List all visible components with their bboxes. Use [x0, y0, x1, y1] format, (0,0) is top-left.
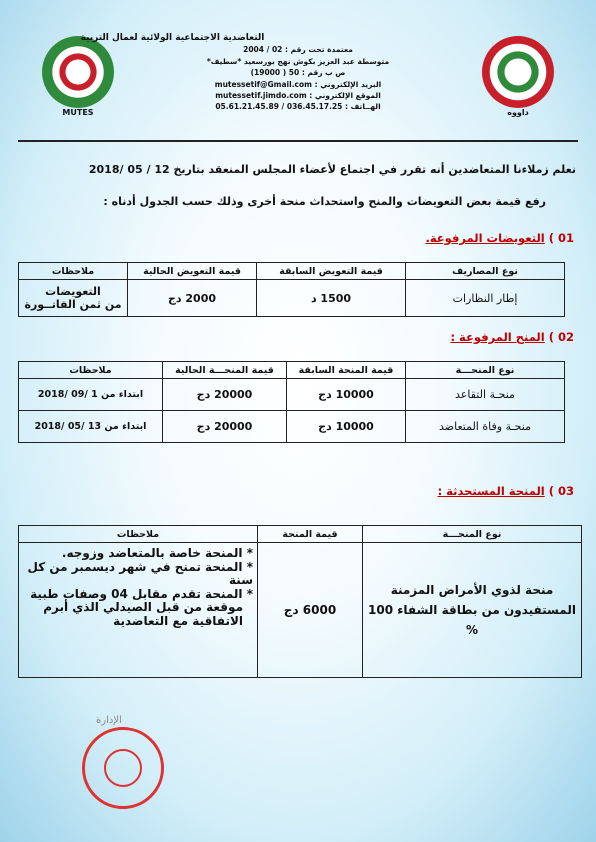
logo-right-caption: داووه [507, 108, 529, 117]
new-grant-table [18, 525, 582, 678]
table-header: قيمة التعويض الحالية [128, 263, 257, 280]
current-value: 2000 دج [128, 280, 257, 317]
table-header: نوع المنحـــة [363, 526, 582, 543]
note: ابتداء من 1 /09 /2018 [19, 379, 163, 411]
address: متوسطة عبد العزيز بكوش نهج بورسعيد *سطيف* [206, 56, 390, 66]
mutual-logo-right [482, 36, 554, 108]
phone-line: الهــاتف : 05.61.21.45.89 / 036.45.17.25 [215, 102, 381, 112]
note: التعويضات من ثمن الفاتــورة [19, 280, 128, 317]
table-row [19, 411, 565, 443]
header-divider [18, 140, 578, 142]
previous-value: 1500 د [257, 280, 406, 317]
administration-label: الإدارة [96, 715, 122, 726]
table-row [19, 379, 565, 411]
mutes-logo-left [42, 36, 114, 108]
grant-value: 6000 دج [258, 543, 363, 678]
email-line: البريد الإلكتروني : mutessetif@Gmail.com [214, 79, 382, 89]
grant-type: منحـة وفاة المتعاضد [406, 411, 565, 443]
table-header: قيمة التعويض السابقة [257, 263, 406, 280]
table-row [19, 543, 582, 678]
grant-type: منحـة التقاعد [406, 379, 565, 411]
table-header: نوع المصاريف [406, 263, 565, 280]
section-3-title: 03 ) المنحة المستحدثة : [437, 484, 574, 498]
letterhead [80, 33, 446, 113]
logo-left-caption: MUTES [62, 108, 94, 117]
table-header: قيمة المنحة [258, 526, 363, 543]
section-1-title: 01 ) التعويضات المرفوعة. [425, 231, 574, 245]
email-link[interactable]: mutessetif@Gmail.com [214, 79, 312, 89]
table-header: قيمة المنحة السابقة [287, 362, 406, 379]
site-line: الموقع الإلكتروني : mutessetif.jimdo.com [215, 91, 381, 101]
po-box: ص ب رقم : 50 ( 19000) [250, 68, 346, 78]
table-header: ملاحظات [19, 362, 163, 379]
site-link[interactable]: mutessetif.jimdo.com [215, 91, 307, 101]
org-name: التعاضدية الاجتماعية الولائية لعمال التربية [80, 33, 265, 43]
current-value: 20000 دج [163, 379, 287, 411]
intro-line-1: نعلم زملاءنا المتعاضدين أنه تقرر في اجتماع لأعضاء المجلس المنعقد بتاريخ 12 / 05 /2018 [88, 163, 576, 176]
previous-value: 10000 دج [287, 379, 406, 411]
table-header: قيمة المنحـــة الحالية [163, 362, 287, 379]
expense-type: إطار النظارات [406, 280, 565, 317]
grant-notes: * المنحة خاصة بالمتعاضد وزوجه. * المنحة تمنح في شهر ديسمبر من كل سنة * المنحة تقدم مقابل 04 وصفات طبية موقعة من قبل الصيدلي الذي أبرم الاتفاقية مع التعاضدية [19, 543, 258, 678]
table-header: ملاحظات [19, 263, 128, 280]
section-2-title: 02 ) المنح المرفوعة : [450, 330, 574, 344]
current-value: 20000 دج [163, 411, 287, 443]
table-header: ملاحظات [19, 526, 258, 543]
table-row [19, 280, 565, 317]
previous-value: 10000 دج [287, 411, 406, 443]
approval-number: معتمدة تحت رقم : 02 / 2004 [243, 45, 353, 55]
compensation-table [18, 262, 565, 317]
intro-line-2: رفع قيمة بعض التعويضات والمنح واستحداث منحة أخرى وذلك حسب الجدول أدناه : [103, 195, 546, 208]
note: ابتداء من 13 /05 /2018 [19, 411, 163, 443]
grants-raised-table [18, 361, 565, 443]
grant-type: منحة لذوي الأمراض المزمنة المستفيدون من بطاقة الشفاء 100 % [363, 543, 582, 678]
table-header: نوع المنحـــة [406, 362, 565, 379]
official-stamp-inner [104, 749, 142, 787]
